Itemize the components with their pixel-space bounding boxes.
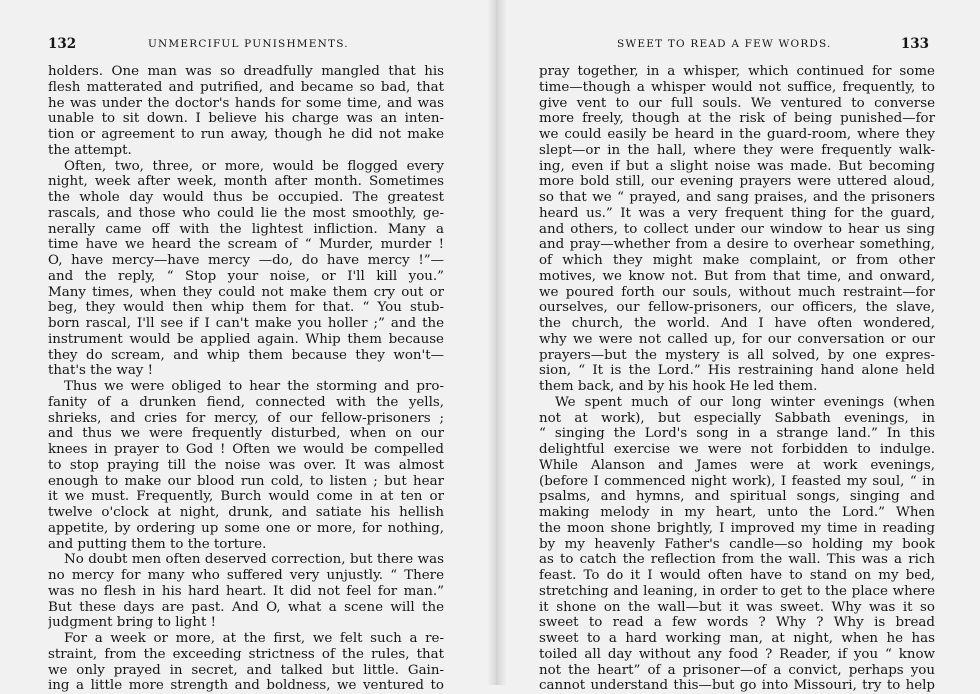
left-running-title: UNMERCIFUL PUNISHMENTS.: [148, 38, 349, 50]
text-line: the church, the world. And I have often wondered,: [539, 316, 935, 331]
left-running-head: [44, 38, 444, 54]
text-line: the moon shone brightly, I improved my time in reading: [539, 520, 935, 536]
text-line: While Alanson and James were at work evenings,: [539, 457, 935, 473]
text-line: no mercy for many who suffered very unjustly. “ There: [48, 568, 444, 583]
text-line: and others, to collect under our window to hear us sing: [539, 221, 935, 237]
text-line: We spent much of our long winter evenings (when: [555, 394, 935, 410]
text-line: time have we heard the scream of “ Murder, murder !: [48, 237, 444, 253]
text-line: as to catch the reflection from the wall. This was a rich: [539, 552, 935, 568]
text-line: shrieks, and cries for mercy, of our fellow-prisoners ;: [48, 410, 444, 426]
text-line: sion, “ It is the Lord.” His restraining hand alone held: [539, 363, 935, 379]
text-line: born rascal, I'll see if I can't make you holler ;” and the: [48, 316, 444, 331]
text-line: we only prayed in secret, and talked but little. Gain-: [48, 662, 444, 678]
text-line: “ singing the Lord's song in a strange land.” In this: [539, 426, 935, 442]
text-line: them back, and by his hook He led them.: [539, 379, 818, 394]
text-line: ing a little more strength and boldness, we ventured to: [48, 678, 444, 694]
text-line: ourselves, our fellow-prisoners, our officers, the slave,: [539, 300, 935, 316]
text-line: why we were not called up, for our conversation or our: [539, 331, 935, 347]
text-line: slept—or in the hall, where they were frequently walk-: [539, 142, 935, 158]
text-line: making melody in my heart, unto the Lord.” When: [539, 505, 935, 520]
text-line: feast. To do it I would often have to stand on my bed,: [539, 568, 935, 583]
text-line: and pray—whether from a desire to overhear something,: [539, 237, 935, 253]
text-line: beg, they would then whip them for that. “ You stub-: [48, 300, 444, 316]
text-line: of which they might make complaint, or from other: [539, 253, 935, 268]
text-line: was no flesh in his hard heart. It did not feel for man.”: [48, 583, 444, 599]
text-line: Many times, when they could not make them cry out or: [48, 284, 444, 300]
text-line: we could easily be heard in the guard-room, where they: [539, 127, 935, 142]
text-line: cannot understand this—but go into Missouri, try to help: [539, 678, 935, 694]
text-line: Often, two, three, or more, would be flogged every: [64, 158, 444, 174]
text-line: sweet to read a few words ? Why ? Why is bread: [539, 615, 935, 631]
text-line: O, have mercy—have mercy —do, do have mercy !”—: [48, 253, 444, 268]
text-line: not the heart” of a prisoner—of a convict, perhaps you: [539, 662, 935, 678]
text-line: night, week after week, month after month. Sometimes: [48, 174, 444, 190]
text-line: instrument would be applied again. Whip them because: [48, 331, 444, 347]
text-line: we poured forth our souls, without much restraint—for: [539, 284, 935, 300]
left-page: [44, 0, 444, 694]
text-line: it shone on the wall—but it was sweet. Why was it so: [539, 599, 935, 615]
text-line: straint, from the exceeding strictness of the rules, that: [48, 646, 444, 662]
right-page-number: 133: [900, 36, 929, 52]
text-line: But these days are past. And O, what a scene will the: [48, 599, 444, 615]
book-gutter: [487, 0, 507, 685]
text-line: the attempt.: [48, 142, 132, 158]
text-line: the whole day would thus be occupied. The greatest: [48, 190, 444, 205]
text-line: ing, even if but a slight noise was made. But becoming: [539, 158, 935, 174]
text-line: he was under the doctor's hands for some time, and was: [48, 95, 444, 111]
right-body-text: [539, 64, 935, 694]
text-line: prayers—but the mystery is all solved, by one expres-: [539, 347, 935, 363]
left-page-number: 132: [48, 36, 77, 52]
text-line: and the reply, “ Stop your noise, or I'll kill you.”: [48, 268, 444, 284]
text-line: knees in prayer to God ! Often we would be compelled: [48, 442, 444, 457]
text-line: delightful exercise we were not forbidden to indulge.: [539, 442, 935, 457]
text-line: Thus we were obliged to hear the storming and pro-: [64, 379, 444, 394]
text-line: flesh matterated and putrified, and became so bad, that: [48, 79, 444, 95]
text-line: psalms, and hymns, and spiritual songs, singing and: [539, 489, 935, 505]
text-line: tion or agreement to run away, though he did not make: [48, 127, 444, 142]
text-line: more bold still, our evening prayers were uttered aloud,: [539, 174, 935, 190]
text-line: by my heavenly Father's candle—so holding my book: [539, 536, 935, 552]
text-line: time—though a whisper would not suffice, frequently, to: [539, 79, 935, 95]
text-line: it we must. Frequently, Burch would come in at ten or: [48, 489, 444, 505]
text-line: nerally came off with the lightest infliction. Many a: [48, 221, 444, 237]
text-line: motives, we know not. But from that time, and onward,: [539, 268, 935, 284]
left-body-text: [48, 64, 444, 694]
text-line: toiled all day without any food ? Reader, if you “ know: [539, 646, 935, 662]
text-line: twelve o'clock at night, drunk, and satiate his hellish: [48, 505, 444, 520]
text-line: more freely, though at the risk of being punished—for: [539, 111, 935, 127]
text-line: sweet to a hard working man, at night, when he has: [539, 631, 935, 646]
text-line: enough to make our blood run cold, to listen ; but hear: [48, 473, 444, 489]
right-page: [535, 0, 935, 694]
text-line: holders. One man was so dreadfully mangled that his: [48, 64, 444, 79]
text-line: unable to sit down. I believe his charge was an inten-: [48, 111, 444, 127]
text-line: No doubt men often deserved correction, but there was: [64, 552, 444, 568]
text-line: (before I commenced night work), I feasted my soul, “ in: [539, 473, 935, 489]
text-line: to stop praying till the noise was over. It was almost: [48, 457, 444, 473]
text-line: they do scream, and whip them because they won't—: [48, 347, 444, 363]
text-line: appetite, by ordering up some one or more, for nothing,: [48, 520, 444, 536]
text-line: give vent to our full souls. We ventured to converse: [539, 95, 935, 111]
right-running-head: [535, 38, 935, 54]
text-line: and thus we were frequently disturbed, when on our: [48, 426, 444, 442]
text-line: pray together, in a whisper, which continued for some: [539, 64, 935, 79]
text-line: not at work), but especially Sabbath evenings, in: [539, 410, 935, 426]
right-running-title: SWEET TO READ A FEW WORDS.: [617, 38, 832, 50]
text-line: so that we “ prayed, and sang praises, and the prisoners: [539, 190, 935, 205]
text-line: judgment bring to light !: [48, 615, 216, 631]
text-line: that's the way !: [48, 363, 154, 379]
text-line: heard us.” It was a very frequent thing for the guard,: [539, 205, 935, 221]
text-line: For a week or more, at the first, we felt such a re-: [64, 631, 444, 646]
text-line: fanity of a drunken fiend, connected with the yells,: [48, 394, 444, 410]
text-line: stretching and leaning, in order to get to the place where: [539, 583, 935, 599]
text-line: and putting them to the torture.: [48, 536, 267, 552]
text-line: rascals, and those who could lie the most smoothly, ge-: [48, 205, 444, 221]
